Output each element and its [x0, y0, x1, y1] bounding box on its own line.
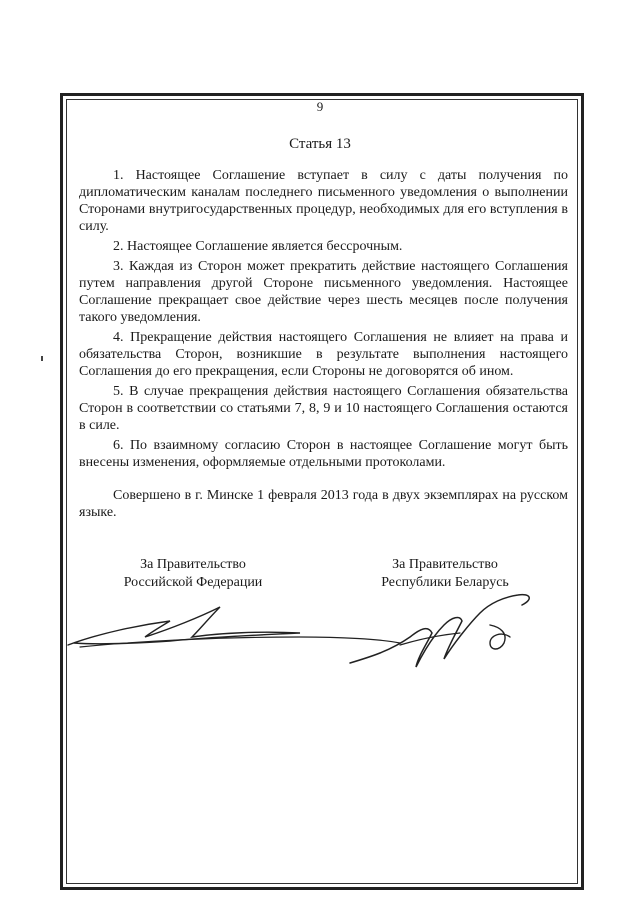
- paragraph-4: 4. Прекращение действия настоящего Соглашения не влияет на права и обязательства Сторон, возникшие в результате выполнения настоящего Соглашения до его прекращения, если Стороны не договорятся об ином.: [79, 330, 568, 379]
- signature-blocks: [0, 556, 640, 590]
- closing-statement: Совершено в г. Минске 1 февраля 2013 года в двух экземплярах на русском языке.: [79, 488, 568, 520]
- paragraph-5: 5. В случае прекращения действия настоящего Соглашения обязательства Сторон в соответствии со статьями 7, 8, 9 и 10 настоящего Соглашения остаются в силе.: [79, 384, 568, 433]
- signature-russia-stroke: [80, 637, 400, 647]
- article-body: [79, 167, 568, 524]
- article-title: Статья 13: [289, 136, 351, 152]
- signatory-russia-line2: Российской Федерации: [123, 575, 263, 590]
- paragraph-6: 6. По взаимному согласию Сторон в настоящее Соглашение могут быть внесены изменения, оформляемые отдельными протоколами.: [79, 438, 568, 470]
- paragraph-3: 3. Каждая из Сторон может прекратить действие настоящего Соглашения путем направления другой Стороне письменного уведомления. Настоящее Соглашение прекращает свое действие через шесть месяцев после получения такого уведомления.: [79, 259, 568, 325]
- signature-belarus-loop: [490, 625, 510, 649]
- signatory-belarus-line2: Республики Беларусь: [381, 575, 509, 590]
- page-number: 9: [316, 99, 324, 114]
- scan-mark: [41, 356, 43, 361]
- paragraph-1: 1. Настоящее Соглашение вступает в силу с даты получения по дипломатическим каналам последнего письменного уведомления о выполнении Сторонами внутригосударственных процедур, необходимых для его вступления в силу.: [79, 168, 568, 234]
- paragraph-2: 2. Настоящее Соглашение является бессрочным.: [113, 239, 403, 254]
- signatory-russia-line1: За Правительство: [140, 557, 246, 572]
- handwritten-signatures: [60, 585, 580, 705]
- signatory-belarus-line1: За Правительство: [392, 557, 498, 572]
